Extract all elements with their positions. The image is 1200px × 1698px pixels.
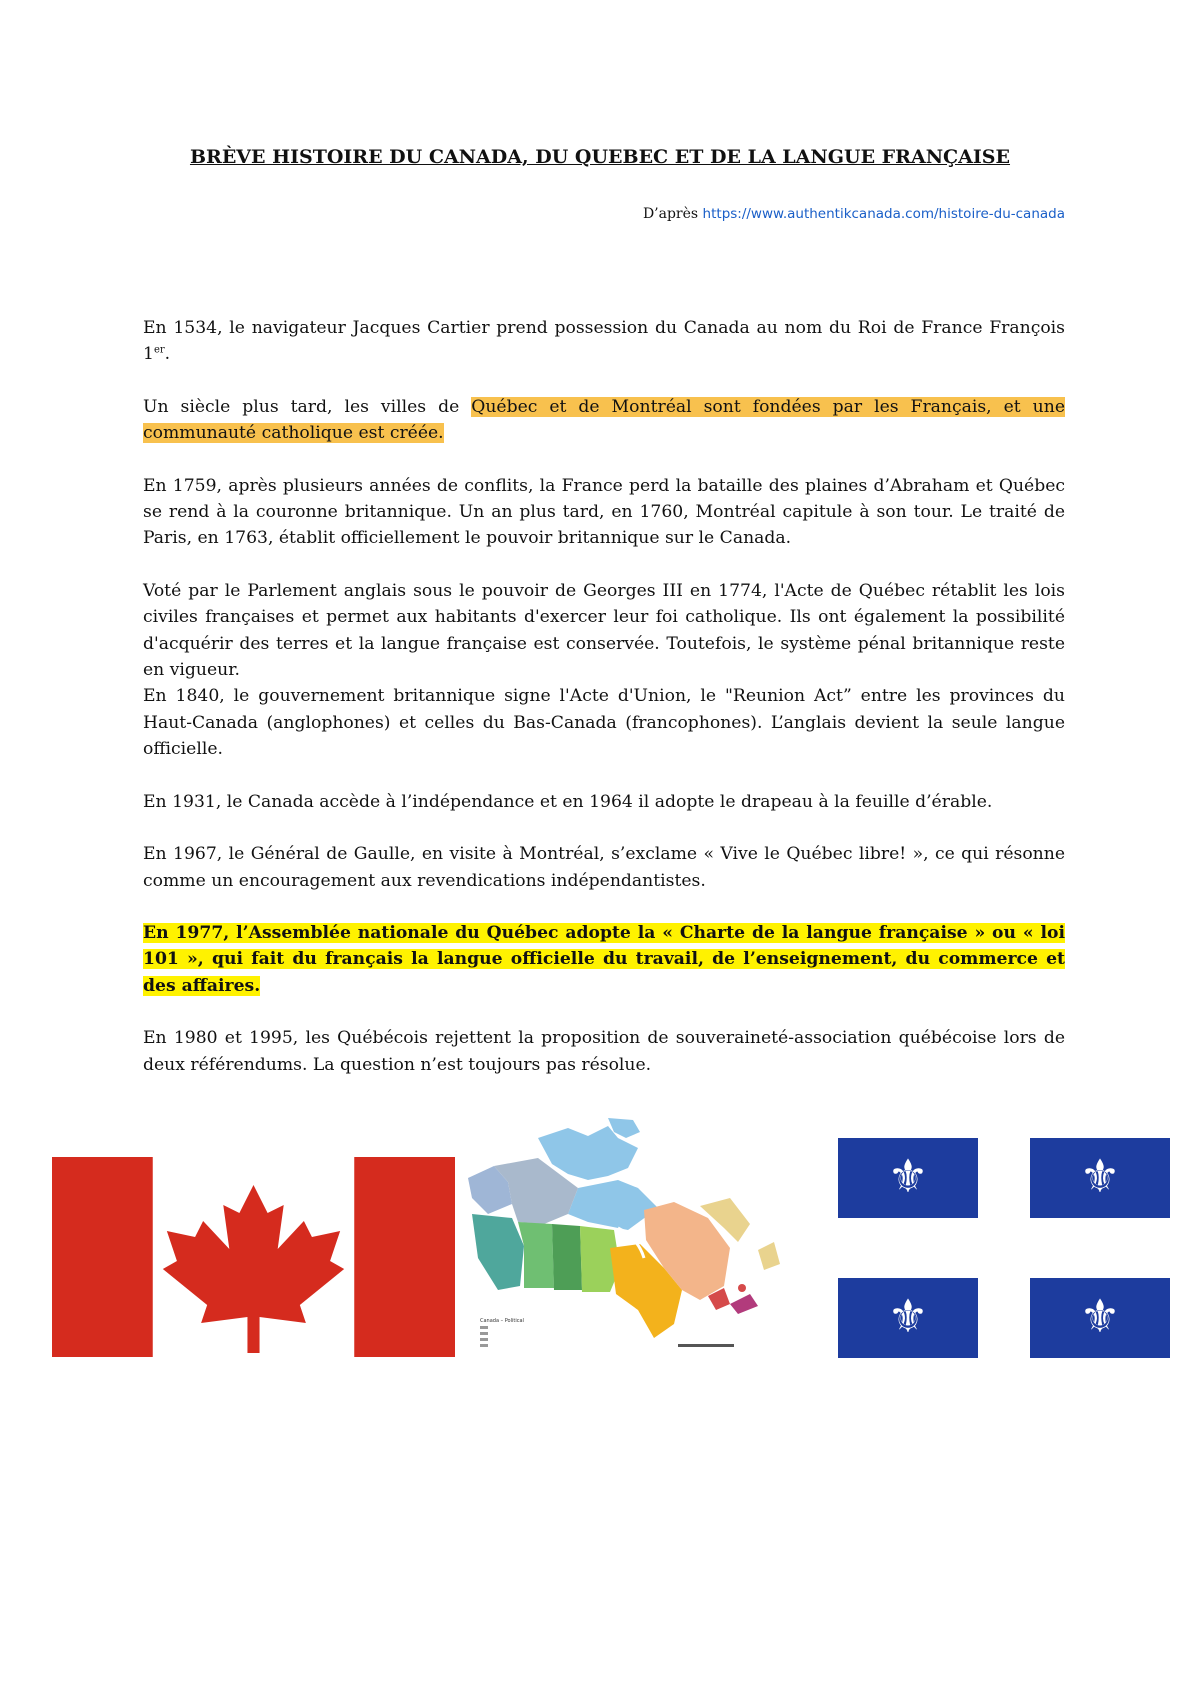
paragraph-text: En 1534, le navigateur Jacques Cartier prend possession du Canada au nom du Roi de France François 1	[143, 318, 1065, 365]
highlighted-text-yellow: En 1977, l’Assemblée nationale du Québec adopte la « Charte de la langue française » ou « loi 101 », qui fait du français la langue officielle du travail, de l’enseignement, du commerce et des affaires.	[143, 922, 1065, 996]
paragraph-end: .	[164, 344, 171, 365]
document-body	[143, 315, 1065, 1104]
paragraph-text: Un siècle plus tard, les villes de	[143, 396, 472, 417]
paragraph-century-later	[143, 394, 1065, 447]
canada-flag	[52, 1157, 455, 1357]
paragraph-1840: En 1840, le gouvernement britannique signe l'Acte d'Union, le "Reunion Act” entre les provinces du Haut-Canada (anglophones) et celles du Bas-Canada (francophones). L’anglais devient la seule langue officielle.	[143, 686, 1065, 760]
paragraph-1774: Voté par le Parlement anglais sous le pouvoir de Georges III en 1774, l'Acte de Québec rétablit les lois civiles françaises et permet aux habitants d'exercer leur foi catholique. Ils ont également la possibilité d'acquérir des terres et la langue française est conservée. Toutefois, le système pénal britannique reste en vigueur.	[143, 580, 1065, 681]
svg-text:⚜: ⚜	[1079, 1289, 1121, 1343]
paragraph-1534	[143, 315, 1065, 368]
svg-text:⚜: ⚜	[1079, 1149, 1121, 1203]
quebec-flag	[838, 1138, 1170, 1358]
canada-political-map	[468, 1118, 798, 1364]
paragraph-1980-1995: En 1980 et 1995, les Québécois rejettent la proposition de souveraineté-association québécoise lors de deux référendums. La question n’est toujours pas résolue.	[143, 1028, 1065, 1075]
superscript: er	[153, 344, 165, 356]
paragraph-1759: En 1759, après plusieurs années de conflits, la France perd la bataille des plaines d’Abraham et Québec se rend à la couronne britannique. Un an plus tard, en 1760, Montréal capitule à son tour. Le traité de Paris, en 1763, établit officiellement le pouvoir britannique sur le Canada.	[143, 475, 1065, 549]
page-title: BRÈVE HISTOIRE DU CANADA, DU QUEBEC ET DE LA LANGUE FRANÇAISE	[189, 146, 1011, 168]
paragraph-1931: En 1931, le Canada accède à l’indépendance et en 1964 il adopte le drapeau à la feuille d’érable.	[143, 791, 993, 812]
source-link[interactable]: https://www.authentikcanada.com/histoire-du-canada	[702, 206, 1065, 222]
highlighted-text-orange: Québec et de Montréal sont fondées par les Français, et une communauté catholique est créée.	[143, 396, 1065, 444]
svg-text:⚜: ⚜	[887, 1149, 929, 1203]
svg-text:⚜: ⚜	[887, 1289, 929, 1343]
source-prefix: D’après	[642, 206, 703, 222]
source-line	[600, 206, 1065, 222]
paragraph-1967: En 1967, le Général de Gaulle, en visite à Montréal, s’exclame « Vive le Québec libre! », ce qui résonne comme un encouragement aux revendications indépendantistes.	[143, 844, 1065, 891]
map-legend-title: Canada – Political	[480, 1318, 524, 1324]
paragraph-1977	[143, 920, 1065, 999]
